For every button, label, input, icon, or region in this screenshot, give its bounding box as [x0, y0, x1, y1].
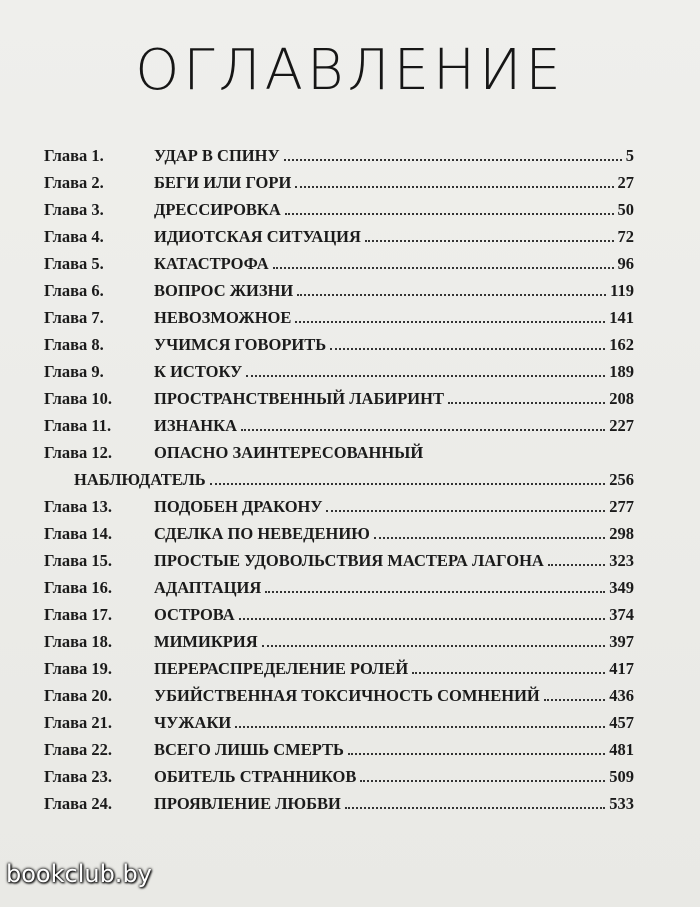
dot-leader: [239, 618, 606, 620]
chapter-line: [154, 250, 634, 277]
chapter-number: Глава 16.: [44, 578, 113, 597]
chapter-line: [154, 790, 634, 817]
dot-leader: [210, 483, 606, 485]
chapter-number: Глава 18.: [44, 632, 113, 651]
page-number: 349: [609, 578, 634, 597]
toc-entry: [44, 520, 634, 547]
chapter-number: Глава 13.: [44, 497, 113, 516]
chapter-number: Глава 15.: [44, 551, 113, 570]
dot-leader: [297, 294, 606, 296]
chapter-number: Глава 22.: [44, 740, 113, 759]
chapter-line: [154, 385, 634, 412]
dot-leader: [330, 348, 605, 350]
chapter-line: [154, 277, 634, 304]
watermark-text: bookclub.by: [6, 860, 152, 888]
dot-leader: [544, 699, 605, 701]
chapter-number: Глава 23.: [44, 767, 113, 786]
chapter-title: НАБЛЮДАТЕЛЬ: [74, 470, 206, 489]
chapter-line: [154, 493, 634, 520]
page-title: ОГЛАВЛЕНИЕ: [135, 38, 565, 103]
page-number: 208: [609, 389, 634, 408]
chapter-number: Глава 4.: [44, 227, 104, 246]
toc-entry: [44, 169, 634, 196]
table-of-contents: [44, 142, 634, 817]
toc-entry: [44, 142, 634, 169]
toc-entry: [44, 628, 634, 655]
toc-entry: [44, 655, 634, 682]
dot-leader: [265, 591, 605, 593]
chapter-title: К ИСТОКУ: [154, 362, 243, 381]
chapter-title: УБИЙСТВЕННАЯ ТОКСИЧНОСТЬ СОМНЕНИЙ: [154, 686, 540, 705]
chapter-title: ПРОСТЫЕ УДОВОЛЬСТВИЯ МАСТЕРА ЛАГОНА: [154, 551, 544, 570]
chapter-number: Глава 14.: [44, 524, 113, 543]
page-number: 509: [609, 767, 634, 786]
dot-leader: [241, 429, 605, 431]
toc-entry: [44, 709, 634, 736]
chapter-number: Глава 6.: [44, 281, 104, 300]
chapter-line: [154, 439, 634, 466]
chapter-title: УЧИМСЯ ГОВОРИТЬ: [154, 335, 327, 354]
dot-leader: [326, 510, 605, 512]
page-number: 96: [617, 254, 634, 273]
toc-entry: [44, 304, 634, 331]
chapter-line: [154, 331, 634, 358]
chapter-line: [154, 520, 634, 547]
toc-entry: [44, 466, 634, 493]
toc-entry: [44, 196, 634, 223]
page-number: 5: [625, 146, 634, 165]
dot-leader: [262, 645, 606, 647]
page-number: 397: [609, 632, 634, 651]
toc-entry: [44, 358, 634, 385]
chapter-line: [74, 466, 634, 493]
dot-leader: [374, 537, 605, 539]
chapter-number: Глава 12.: [44, 443, 113, 462]
page-number: 162: [609, 335, 634, 354]
dot-leader: [548, 564, 605, 566]
page-number: 119: [610, 281, 634, 300]
toc-entry: [44, 790, 634, 817]
chapter-line: [154, 412, 634, 439]
dot-leader: [235, 726, 605, 728]
chapter-title: УДАР В СПИНУ: [154, 146, 280, 165]
chapter-title: ИДИОТСКАЯ СИТУАЦИЯ: [154, 227, 361, 246]
page-number: 50: [617, 200, 634, 219]
page-number: 256: [609, 470, 634, 489]
dot-leader: [412, 672, 605, 674]
dot-leader: [246, 375, 605, 377]
page-number: 533: [609, 794, 634, 813]
chapter-title: ПОДОБЕН ДРАКОНУ: [154, 497, 323, 516]
toc-entry: [44, 412, 634, 439]
chapter-number: Глава 5.: [44, 254, 104, 273]
chapter-line: [154, 736, 634, 763]
chapter-number: Глава 20.: [44, 686, 113, 705]
page-number: 374: [609, 605, 634, 624]
chapter-number: Глава 3.: [44, 200, 104, 219]
toc-entry: [44, 277, 634, 304]
chapter-line: [154, 304, 634, 331]
chapter-number: Глава 17.: [44, 605, 113, 624]
page-number: 189: [609, 362, 634, 381]
chapter-line: [154, 196, 634, 223]
chapter-number: Глава 2.: [44, 173, 104, 192]
chapter-title: ДРЕССИРОВКА: [154, 200, 281, 219]
chapter-line: [154, 169, 634, 196]
page-number: 323: [609, 551, 634, 570]
toc-entry: [44, 601, 634, 628]
dot-leader: [365, 240, 614, 242]
dot-leader: [448, 402, 605, 404]
toc-entry: [44, 736, 634, 763]
page-number: 481: [609, 740, 634, 759]
page-number: 227: [609, 416, 634, 435]
toc-entry: [44, 547, 634, 574]
chapter-number: Глава 1.: [44, 146, 104, 165]
chapter-line: [154, 547, 634, 574]
page-number: 417: [609, 659, 634, 678]
chapter-line: [154, 358, 634, 385]
toc-entry: [44, 385, 634, 412]
dot-leader: [285, 213, 614, 215]
chapter-title: ОБИТЕЛЬ СТРАННИКОВ: [154, 767, 357, 786]
chapter-title: ВСЕГО ЛИШЬ СМЕРТЬ: [154, 740, 344, 759]
chapter-line: [154, 682, 634, 709]
dot-leader: [273, 267, 614, 269]
chapter-number: Глава 21.: [44, 713, 113, 732]
page-number: 27: [617, 173, 634, 192]
chapter-line: [154, 628, 634, 655]
dot-leader: [360, 780, 605, 782]
page-number: 457: [609, 713, 634, 732]
chapter-title: ПРОСТРАНСТВЕННЫЙ ЛАБИРИНТ: [154, 389, 444, 408]
chapter-number: Глава 7.: [44, 308, 104, 327]
chapter-line: [154, 223, 634, 250]
chapter-number: Глава 19.: [44, 659, 113, 678]
chapter-line: [154, 601, 634, 628]
chapter-title: КАТАСТРОФА: [154, 254, 269, 273]
toc-entry: [44, 223, 634, 250]
dot-leader: [295, 186, 613, 188]
chapter-title: ОСТРОВА: [154, 605, 235, 624]
chapter-title: ОПАСНО ЗАИНТЕРЕСОВАННЫЙ: [154, 443, 424, 462]
toc-entry: [44, 250, 634, 277]
chapter-title: ПЕРЕРАСПРЕДЕЛЕНИЕ РОЛЕЙ: [154, 659, 409, 678]
chapter-number: Глава 8.: [44, 335, 104, 354]
chapter-title: ВОПРОС ЖИЗНИ: [154, 281, 294, 300]
chapter-title: СДЕЛКА ПО НЕВЕДЕНИЮ: [154, 524, 370, 543]
chapter-title: ЧУЖАКИ: [154, 713, 232, 732]
page-number: 298: [609, 524, 634, 543]
dot-leader: [348, 753, 605, 755]
chapter-number: Глава 24.: [44, 794, 113, 813]
chapter-line: [154, 142, 634, 169]
chapter-line: [154, 574, 634, 601]
toc-entry: [44, 331, 634, 358]
page-number: 277: [609, 497, 634, 516]
chapter-title: МИМИКРИЯ: [154, 632, 258, 651]
chapter-title: БЕГИ ИЛИ ГОРИ: [154, 173, 292, 192]
dot-leader: [295, 321, 605, 323]
toc-entry: [44, 574, 634, 601]
page-number: 436: [609, 686, 634, 705]
toc-entry: [44, 439, 634, 466]
dot-leader: [345, 807, 605, 809]
dot-leader: [284, 159, 622, 161]
chapter-number: Глава 11.: [44, 416, 112, 435]
chapter-line: [154, 709, 634, 736]
page-number: 72: [617, 227, 634, 246]
toc-entry: [44, 682, 634, 709]
chapter-title: ИЗНАНКА: [154, 416, 238, 435]
chapter-title: ПРОЯВЛЕНИЕ ЛЮБВИ: [154, 794, 341, 813]
chapter-number: Глава 9.: [44, 362, 104, 381]
toc-entry: [44, 493, 634, 520]
chapter-title: АДАПТАЦИЯ: [154, 578, 262, 597]
chapter-title: НЕВОЗМОЖНОЕ: [154, 308, 292, 327]
page-number: 141: [609, 308, 634, 327]
chapter-number: Глава 10.: [44, 389, 113, 408]
toc-entry: [44, 763, 634, 790]
chapter-line: [154, 763, 634, 790]
chapter-line: [154, 655, 634, 682]
